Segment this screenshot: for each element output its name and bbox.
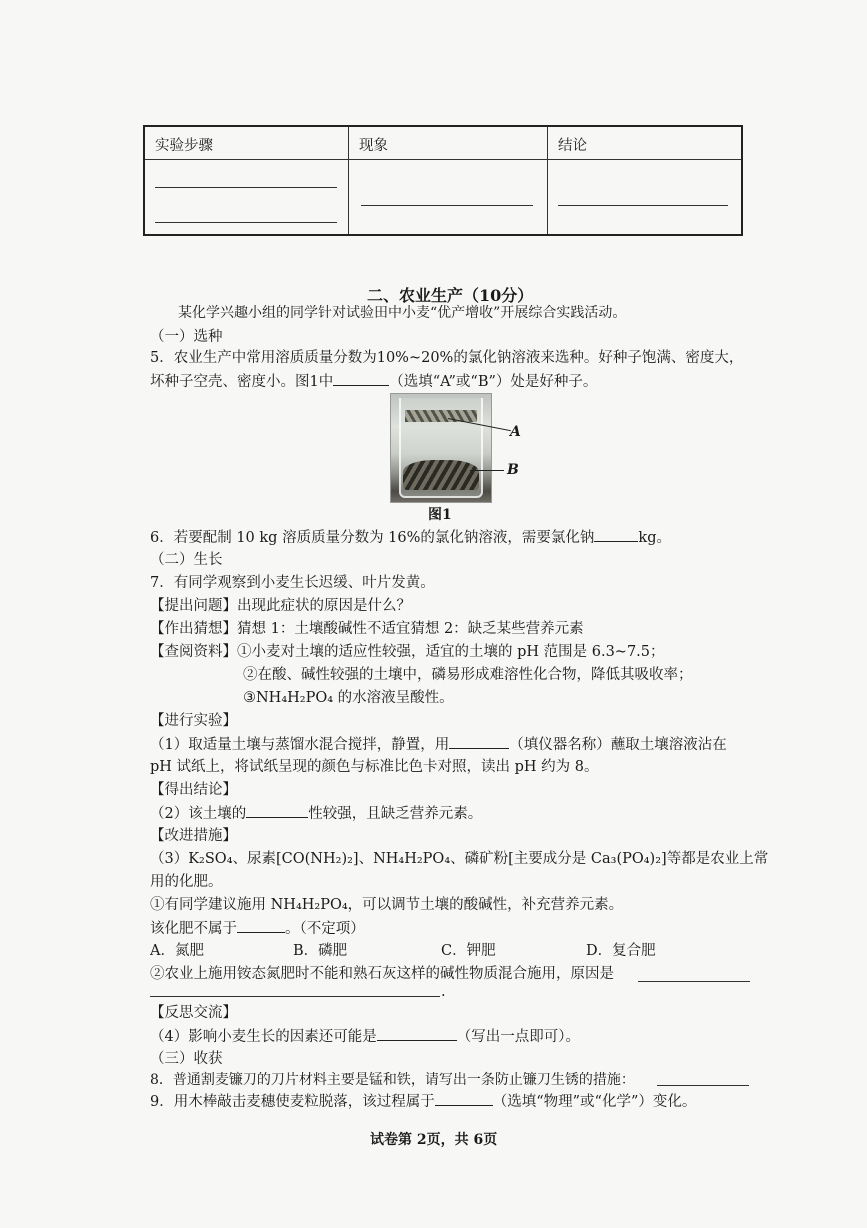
beaker-icon	[399, 398, 483, 498]
figure1-caption: 图1	[428, 507, 452, 523]
part1-heading: （一）选种	[150, 329, 223, 345]
table-header-row	[144, 126, 742, 160]
change-type-answer-blank[interactable]	[435, 1091, 493, 1106]
part3-heading: （三）收获	[150, 1051, 223, 1067]
experiment-table	[143, 125, 743, 236]
section-title: 二、农业生产（10分）	[367, 286, 534, 305]
exp1-text-a: （1）取适量土壤与蒸馏水混合搅拌，静置，用	[150, 737, 450, 753]
ask-question: 【提出问题】出现此症状的原因是什么？	[150, 598, 411, 614]
soil-property-answer-blank[interactable]	[246, 803, 308, 818]
q6-text-a: 6．若要配制 10 kg 溶质质量分数为 16%的氯化钠溶液，需要氯化钠	[150, 530, 595, 546]
q6	[150, 527, 671, 548]
answer-cell-phenomenon	[349, 160, 548, 236]
answer-line	[558, 205, 728, 206]
page-footer: 试卷第 2页，共 6页	[370, 1132, 498, 1148]
q5-answer-blank[interactable]	[333, 371, 389, 386]
reason-period: .	[441, 984, 446, 1000]
conclusion-line	[150, 803, 482, 824]
part2-heading: （二）生长	[150, 552, 223, 568]
answer-line	[361, 205, 533, 206]
header-phenomenon: 现象	[359, 138, 388, 154]
answer-line	[155, 187, 337, 188]
q7-intro: 7．有同学观察到小麦生长迟缓、叶片发黄。	[150, 575, 435, 591]
fertilizer-type-answer-blank[interactable]	[237, 918, 285, 933]
conclusion-text-b: 性较强，且缺乏营养元素。	[308, 806, 483, 822]
refl-text-a: （4）影响小麦生长的因素还可能是	[150, 1029, 377, 1045]
imp4-text-b: 。（不定项）	[285, 921, 365, 937]
q5-line1: 5．农业生产中常用溶质质量分数为10%~20%的氯化钠溶液来选种。好种子饱满、密度大，	[150, 350, 744, 366]
experiment-heading: 【进行实验】	[150, 713, 237, 729]
label-a: A	[510, 424, 521, 440]
reason-answer-line-2[interactable]	[150, 996, 440, 997]
table-answer-row	[144, 160, 742, 236]
q8: 8．普通割麦镰刀的刀片材料主要是锰和铁，请写出一条防止镰刀生锈的措施：	[150, 1072, 635, 1088]
make-guess: 【作出猜想】猜想 1：土壤酸碱性不适宜猜想 2：缺乏某些营养元素	[150, 621, 584, 637]
answer-cell-conclusion	[548, 160, 743, 236]
improvement-line-1: （3）K₂SO₄、尿素[CO(NH₂)₂]、NH₄H₂PO₄、磷矿粉[主要成分是 Ca₃(PO₄)₂]等都是农业上常	[150, 851, 769, 867]
option-d[interactable]: D．复合肥	[586, 943, 656, 959]
experiment-step-1-cont: pH 试纸上，将试纸呈现的颜色与标准比色卡对照，读出 pH 约为 8。	[150, 759, 599, 775]
improvement-heading: 【改进措施】	[150, 828, 237, 844]
table-header-cell	[144, 126, 349, 160]
improvement-line-2: 用的化肥。	[150, 874, 223, 890]
table-header-cell	[349, 126, 548, 160]
improvement-line-5: ②农业上施用铵态氮肥时不能和熟石灰这样的碱性物质混合施用，原因是	[150, 966, 614, 982]
reflection-heading: 【反思交流】	[150, 1005, 237, 1021]
header-steps: 实验步骤	[155, 138, 213, 154]
exp1-text-b: （填仪器名称）蘸取土壤溶液沾在	[509, 737, 727, 753]
factor-answer-blank[interactable]	[377, 1026, 457, 1041]
conclusion-text-a: （2）该土壤的	[150, 806, 247, 822]
rust-prevention-answer-line[interactable]	[657, 1085, 749, 1086]
improvement-line-3: ①有同学建议施用 NH₄H₂PO₄，可以调节土壤的酸碱性，补充营养元素。	[150, 897, 624, 913]
pointer-line-b	[470, 470, 504, 471]
table-header-cell	[548, 126, 743, 160]
experiment-step-1	[150, 734, 727, 755]
option-c[interactable]: C．钾肥	[441, 943, 496, 959]
q5-line2	[150, 371, 597, 392]
q9	[150, 1091, 696, 1112]
reason-answer-line-1[interactable]	[638, 981, 750, 982]
label-b: B	[507, 462, 519, 478]
reflection-line	[150, 1026, 580, 1047]
answer-line	[155, 222, 337, 223]
q9-text-b: （选填“物理”或“化学”）变化。	[492, 1094, 697, 1110]
q9-text-a: 9．用木棒敲击麦穗使麦粒脱落，该过程属于	[150, 1094, 435, 1110]
answer-cell-steps	[144, 160, 349, 236]
conclusion-heading: 【得出结论】	[150, 782, 237, 798]
floating-seeds	[405, 410, 477, 422]
reference-3: ③NH₄H₂PO₄ 的水溶液呈酸性。	[243, 690, 454, 706]
figure1-beaker-photo	[390, 393, 492, 503]
q6-text-b: kg。	[638, 530, 671, 546]
q5-text-b: （选填“A”或“B”）处是好种子。	[389, 374, 598, 390]
section-intro: 某化学兴趣小组的同学针对试验田中小麦“优产增收”开展综合实践活动。	[178, 305, 627, 321]
refl-text-b: （写出一点即可）。	[456, 1029, 580, 1045]
instrument-answer-blank[interactable]	[449, 734, 509, 749]
sunken-seeds	[403, 460, 479, 490]
improvement-line-4	[150, 918, 365, 939]
header-conclusion: 结论	[558, 138, 587, 154]
imp4-text-a: 该化肥不属于	[150, 921, 237, 937]
q5-text-a: 坏种子空壳、密度小。图1中	[150, 374, 334, 390]
reference-2: ②在酸、碱性较强的土壤中，磷易形成难溶性化合物，降低其吸收率；	[243, 667, 693, 683]
reference-1: 【查阅资料】①小麦对土壤的适应性较强，适宜的土壤的 pH 范围是 6.3~7.5；	[150, 644, 665, 660]
option-a[interactable]: A．氮肥	[150, 943, 204, 959]
option-b[interactable]: B．磷肥	[293, 943, 348, 959]
q6-answer-blank[interactable]	[594, 527, 638, 542]
